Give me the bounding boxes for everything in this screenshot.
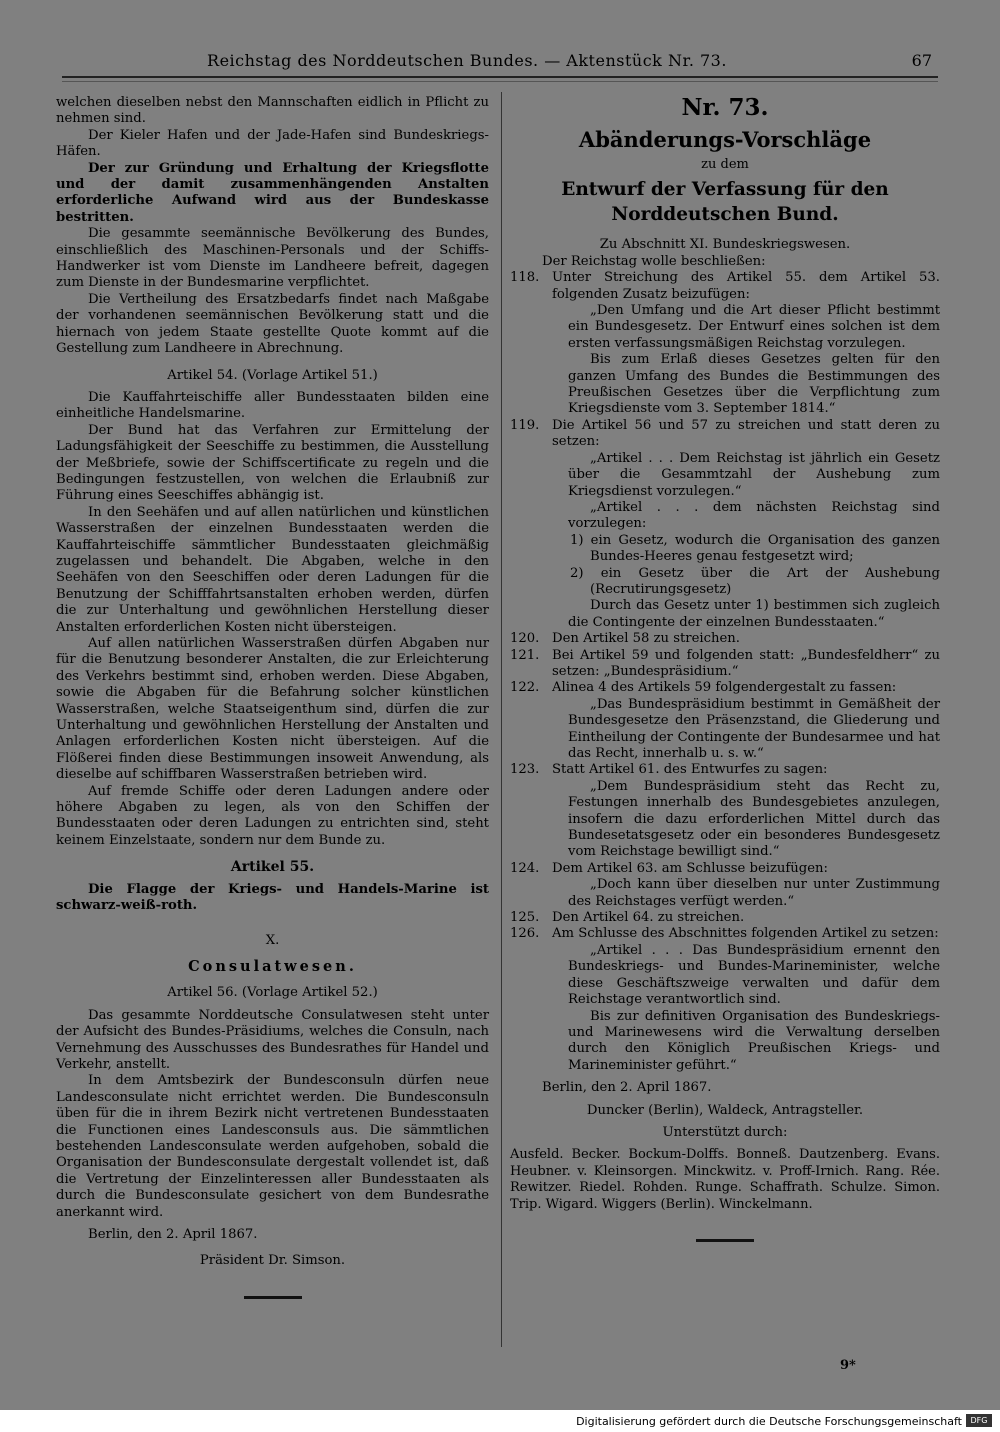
- right-column: [510, 95, 940, 1242]
- proposal-119: [510, 418, 940, 451]
- section-number: X.: [265, 932, 280, 948]
- quote: [568, 598, 940, 631]
- section-heading: Zu Abschnitt XI. Bundeskriegswesen.: [599, 237, 851, 253]
- paragraph: Das gesammte Norddeutsche Consulatwesen steht unter der Aufsicht des Bundes-Präsidiums, welches die Consuln, nach Vernehmung des Ausschusses des Bundesrathes für Handel und Verkehr, anstellt.: [56, 1007, 489, 1072]
- quote: [568, 877, 940, 910]
- proposal-125: [510, 910, 940, 926]
- paragraph: Auf fremde Schiffe oder deren Ladungen andere oder höhere Abgaben zu legen, als von den Schiffen der Bundesstaaten oder deren Ladungen zu entrichten sind, steht keinem Einzelstaate, sondern nur dem Bunde zu.: [56, 783, 489, 848]
- quote-line: Durch das Gesetz unter 1) bestimmen sich zugleich die Contingente der einzelnen Bundesstaaten.“: [568, 598, 940, 630]
- item-text: Den Artikel 58 zu streichen.: [552, 631, 740, 647]
- footer-text: Digitalisierung gefördert durch die Deutsche Forschungsgemeinschaft: [576, 1415, 962, 1428]
- proposal-121: [510, 648, 940, 681]
- item-number: 119.: [510, 417, 540, 433]
- quote: [568, 303, 940, 418]
- article-54-heading: Artikel 54. (Vorlage Artikel 51.): [167, 367, 378, 383]
- item-number: 124.: [510, 860, 540, 876]
- item-number: 121.: [510, 647, 540, 663]
- item-number: 125.: [510, 910, 540, 926]
- paragraph: welchen dieselben nebst den Mannschaften eidlich in Pflicht zu nehmen sind.: [56, 95, 489, 127]
- item-text: Die Artikel 56 und 57 zu streichen und statt deren zu setzen:: [552, 417, 940, 450]
- dfg-logo: DFG: [966, 1414, 992, 1427]
- quote-line: „Artikel . . . Das Bundespräsidium ernennt den Bundeskriegs- und Bundes-Marineminister, welche diese Geschäftszweige verwalten und dafür dem Reichstage verantwortlich sind.: [568, 942, 940, 1008]
- left-column: [56, 95, 489, 1299]
- item-number: 120.: [510, 631, 540, 647]
- item-text: Alinea 4 des Artikels 59 folgendergestalt zu fassen:: [552, 680, 897, 696]
- quote: [568, 943, 940, 1074]
- document-title: Abänderungs-Vorschläge: [578, 127, 872, 152]
- proposal-120: [510, 631, 940, 647]
- item-text: Unter Streichung des Artikel 55. dem Artikel 53. folgenden Zusatz beizufügen:: [552, 270, 940, 302]
- paragraph: Die gesammte seemännische Bevölkerung des Bundes, einschließlich des Maschinen-Personals und der Schiffs-Handwerker ist vom Dienste im Landheere befreit, dagegen zum Dienste in der Bundesmarine verpflichtet.: [56, 226, 489, 291]
- quote-line: „Den Umfang und die Art dieser Pflicht bestimmt ein Bundesgesetz. Der Entwurf eines solchen ist dem ersten verfassungsmäßigen Reichstag vorzulegen.: [568, 303, 940, 351]
- quote-line: Bis zum Erlaß dieses Gesetzes gelten für den ganzen Umfang des Bundes die Bestimmungen des Preußischen Gesetzes über die Verpflichtung zum Kriegsdienste vom 3. September 1814.“: [568, 352, 940, 417]
- date-line: Berlin, den 2. April 1867.: [88, 1227, 258, 1242]
- item-number: 123.: [510, 762, 540, 778]
- item-number: 126.: [510, 926, 540, 942]
- paragraph: Auf allen natürlichen Wasserstraßen dürfen Abgaben nur für die Benutzung besonderer Anstalten, die zur Erleichterung des Verkehrs bestimmt sind, erhoben werden. Diese Abgaben, sowie die Abgaben für die Befahrung solcher künstlichen Wasserstraßen, welche Staatseigenthum sind, dürfen die zur Unterhaltung und gewöhnlichen Herstellung der Anstalten und Anlagen erforderlichen Kosten nicht übersteigen. Auf die Flößerei finden diese Bestimmungen insoweit Anwendung, als dieselbe auf schiffbaren Wasserstraßen betrieben wird.: [56, 636, 489, 783]
- sub-item: 1) ein Gesetz, wodurch die Organisation des ganzen Bundes-Heeres genau festgesetzt wird;: [570, 532, 940, 565]
- quote-line: „Artikel . . . dem nächsten Reichstag sind vorzulegen:: [568, 499, 940, 532]
- header-rule-thin: [62, 81, 938, 82]
- item-number: 122.: [510, 680, 540, 696]
- quote: [568, 697, 940, 763]
- item-text: Am Schlusse des Abschnittes folgenden Artikel zu setzen:: [552, 926, 939, 942]
- proposal-124: [510, 861, 940, 877]
- quote-line: „Dem Bundespräsidium steht das Recht zu, Festungen innerhalb des Bundesgebietes anzulegen, insofern die dazu erforderlichen Mittel durch das Bundesetatsgesetz oder ein besonderes Bundesgesetz vom Reichstage bewilligt sind.“: [568, 778, 940, 860]
- paragraph: Der Kieler Hafen und der Jade-Hafen sind Bundeskriegs-Häfen.: [56, 127, 489, 160]
- proposal-118: [510, 270, 940, 303]
- article-56-heading: Artikel 56. (Vorlage Artikel 52.): [167, 985, 378, 1001]
- item-number: 118.: [510, 270, 540, 286]
- quote-line: „Doch kann über dieselben nur unter Zustimmung des Reichstages verfügt werden.“: [568, 877, 940, 909]
- item-text: Dem Artikel 63. am Schlusse beizufügen:: [552, 860, 828, 876]
- quote: [568, 779, 940, 861]
- paragraph: In den Seehäfen und auf allen natürlichen und künstlichen Wasserstraßen der einzelnen Bundesstaaten werden die Kauffahrteischiffe sämmtlicher Bundesstaaten gleichmäßig zugelassen und behandelt. Die Abgaben, welche in den Seehäfen von den Seeschiffen oder deren Ladungen für die Benutzung der Schifffahrtsanstalten erhoben werden, dürfen die zur Unterhaltung und gewöhnlichen Herstellung dieser Anstalten erforderlichen Kosten nicht übersteigen.: [56, 504, 489, 635]
- page-number: 67: [911, 51, 932, 70]
- end-rule: [244, 1296, 302, 1299]
- article-55-heading: Artikel 55.: [230, 859, 315, 876]
- date-line: Berlin, den 2. April 1867.: [542, 1080, 712, 1096]
- quote: [568, 451, 940, 533]
- quote-line: „Artikel . . . Dem Reichstag ist jährlich ein Gesetz über die Gesammtzahl der Aushebung zum Kriegsdienst vorzulegen.“: [568, 450, 940, 499]
- item-text: Statt Artikel 61. des Entwurfes zu sagen:: [552, 762, 828, 778]
- article-55-text: Die Flagge der Kriegs- und Handels-Marine ist schwarz-weiß-roth.: [56, 881, 489, 914]
- title-connector: zu dem: [701, 157, 749, 172]
- document-number: Nr. 73.: [681, 94, 769, 121]
- paragraph-bold: Der zur Gründung und Erhaltung der Kriegsflotte und der damit zusammenhängenden Anstalten erforderliche Aufwand wird aus der Bundeskasse bestritten.: [56, 160, 489, 225]
- header-rule: [62, 76, 938, 78]
- intro-line: Der Reichstag wolle beschließen:: [542, 253, 766, 269]
- proposal-122: [510, 680, 940, 696]
- proposal-123: [510, 762, 940, 778]
- paragraph: Die Kauffahrteischiffe aller Bundesstaaten bilden eine einheitliche Handelsmarine.: [56, 389, 489, 422]
- page-header: [62, 51, 932, 73]
- quote-line: Bis zur definitiven Organisation des Bundeskriegs- und Marinewesens wird die Verwaltung derselben durch den Königlich Preußischen Kriegs- und Marineminister geführt.“: [568, 1008, 940, 1073]
- proposal-126: [510, 926, 940, 942]
- footer-bar: [0, 1410, 1000, 1432]
- sub-item: 2) ein Gesetz über die Art der Aushebung (Recrutirungsgesetz): [570, 565, 940, 597]
- document-subtitle: Entwurf der Verfassung für den Norddeutschen Bund.: [561, 179, 889, 226]
- signature-mark: 9*: [840, 1358, 856, 1373]
- paragraph: Der Bund hat das Verfahren zur Ermittelung der Ladungsfähigkeit der Seeschiffe zu bestimmen, die Ausstellung der Meßbriefe, sowie der Schiffscertificate zu regeln und die Bedingungen festzustellen, von welchen die Erlaubniß zur Führung eines Seeschiffes abhängig ist.: [56, 422, 489, 504]
- item-text: Bei Artikel 59 und folgenden statt: „Bundesfeldherr“ zu setzen: „Bundespräsidium.“: [552, 647, 940, 679]
- paragraph: Die Vertheilung des Ersatzbedarfs findet nach Maßgabe der vorhandenen seemännischen Bevölkerung statt und die hiernach von jedem Staate gestellte Quote kommt auf die Gestellung zum Landheere in Abrechnung.: [56, 291, 489, 357]
- proposers: Duncker (Berlin), Waldeck, Antragsteller.: [586, 1102, 864, 1118]
- supported-by-label: Unterstützt durch:: [662, 1124, 788, 1140]
- quote-line: „Das Bundespräsidium bestimmt in Gemäßheit der Bundesgesetze den Präsenzstand, die Gliederung und Eintheilung der Contingente der Bundesarmee und hat das Recht, innerhalb u. s. w.“: [568, 696, 940, 761]
- item-text: Den Artikel 64. zu streichen.: [552, 910, 745, 926]
- running-title: Reichstag des Norddeutschen Bundes. — Aktenstück Nr. 73.: [207, 51, 727, 70]
- signature: Präsident Dr. Simson.: [199, 1253, 346, 1269]
- end-rule: [696, 1239, 754, 1242]
- supporter-names: Ausfeld. Becker. Bockum-Dolffs. Bonneß. Dautzenberg. Evans. Heubner. v. Kleinsorgen. Minckwitz. v. Proff-Irnich. Rang. Rée. Rewitzer. Riedel. Rohden. Runge. Schaffrath. Schulze. Simon. Trip. Wigard. Wiggers (Berlin). Winckelmann.: [510, 1147, 940, 1212]
- paragraph: In dem Amtsbezirk der Bundesconsuln dürfen neue Landesconsulate nicht errichtet werden. Die Bundesconsuln üben für die in ihrem Bezirk nicht vertretenen Bundesstaaten die Functionen eines Landesconsuls aus. Die sämmtlichen bestehenden Landesconsulate werden aufgehoben, sobald die Organisation der Bundesconsulate dergestalt vollendet ist, daß die Vertretung der Einzelinteressen aller Bundesstaaten als durch die Bundesconsulate gesichert von dem Bundesrathe anerkannt wird.: [56, 1073, 489, 1220]
- section-title: Consulatwesen.: [188, 957, 357, 975]
- column-divider: [501, 92, 502, 1347]
